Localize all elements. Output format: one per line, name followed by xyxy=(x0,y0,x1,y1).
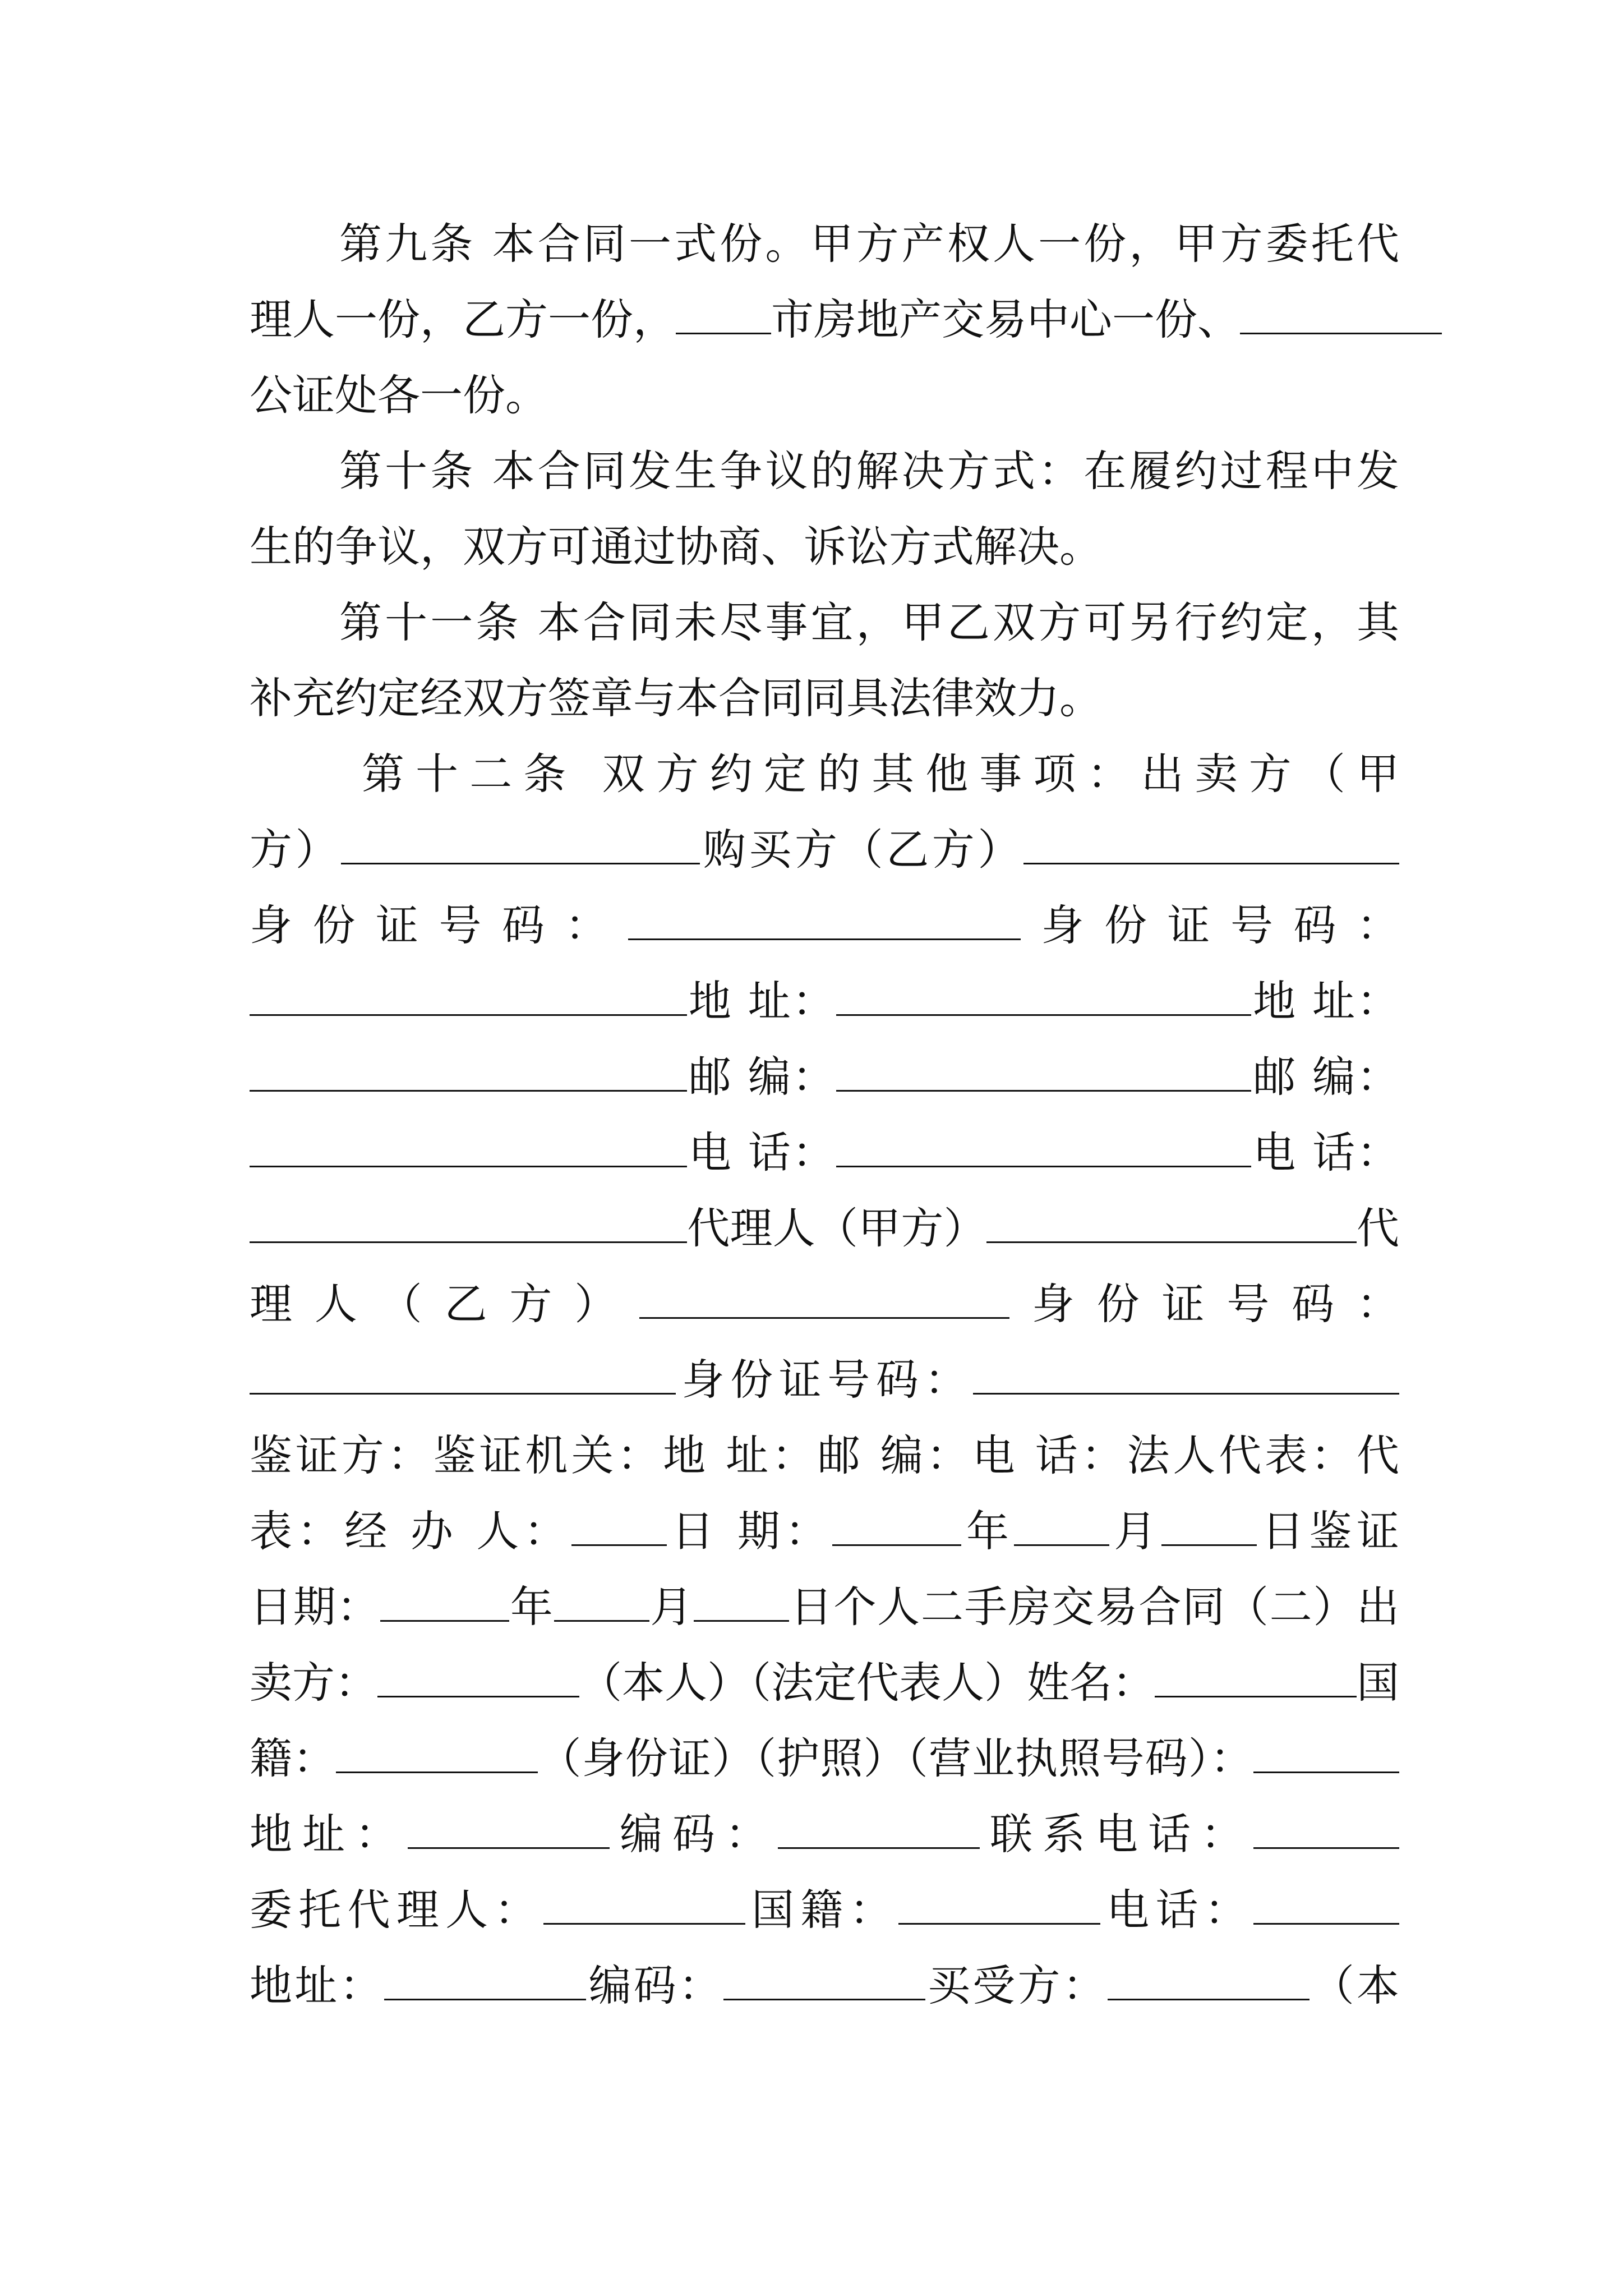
verify-date-line: 日期： 年 月 日个人二手房交易合同（二）出 xyxy=(250,1573,1399,1641)
blank-notary xyxy=(1240,290,1442,334)
blank-day-2 xyxy=(694,1577,789,1622)
blank-buyer-2 xyxy=(1108,1956,1310,2000)
blank-buyer xyxy=(1023,820,1399,864)
blank-proxy-nationality xyxy=(898,1880,1100,1925)
blank-id-number xyxy=(1253,1729,1399,1773)
address-line: 地 址： 地 址： xyxy=(250,968,1399,1035)
postcode-line: 邮 编： 邮 编： xyxy=(250,1043,1399,1111)
notary-line: 鉴证方：鉴证机关：地 址：邮 编：电 话：法人代表：代 xyxy=(250,1430,1399,1480)
clause-9-line-3: 公证处各一份。 xyxy=(250,370,548,420)
blank-year-2 xyxy=(380,1577,509,1622)
seller-name-line: 卖方： （本人）（法定代表人）姓名： 国 xyxy=(250,1649,1399,1717)
blank-id-1 xyxy=(250,972,687,1016)
proxy-address-line: 地址： 编码： 买受方： （本 xyxy=(250,1952,1399,2019)
blank-nationality xyxy=(336,1729,538,1773)
seller-buyer-line: 方） 购买方（乙方） xyxy=(250,816,1399,884)
clause-11-line-1: 第十一条 本合同未尽事宜，甲乙双方可另行约定，其 xyxy=(339,597,1399,647)
blank-proxy-postcode xyxy=(723,1956,925,2000)
blank-proxy-address xyxy=(384,1956,586,2000)
blank-agent-a xyxy=(986,1199,1357,1243)
blank-agent-id-2 xyxy=(973,1350,1399,1395)
clause-12-line-1: 第十二条 双方约定的其他事项：出卖方（甲 xyxy=(362,749,1399,799)
proxy-line: 委托代理人： 国籍： 电话： xyxy=(250,1876,1399,1944)
blank-month-1 xyxy=(1014,1502,1109,1546)
blank-seller-name xyxy=(1155,1653,1357,1697)
clause-9-line-2: 理人一份，乙方一份， 市房地产交易中心一份、 xyxy=(250,286,1399,353)
notary-date-line: 表：经 办 人： 日 期： 年 月 日鉴证 xyxy=(250,1498,1399,1565)
clause-9-line-1: 第九条 本合同一式份。甲方产权人一份，甲方委托代 xyxy=(339,219,1399,269)
blank-postcode-2 xyxy=(250,1123,687,1167)
blank-address-1 xyxy=(836,972,1251,1016)
blank-phone-1 xyxy=(836,1123,1251,1167)
blank-proxy xyxy=(543,1880,745,1925)
phone-line: 电 话： 电 话： xyxy=(250,1119,1399,1186)
blank-seller xyxy=(341,820,700,864)
blank-seller-id xyxy=(628,896,1021,940)
blank-postcode-1 xyxy=(836,1047,1251,1092)
blank-handler xyxy=(571,1502,667,1546)
clause-10-line-2: 生的争议，双方可通过协商、诉讼方式解决。 xyxy=(250,522,1102,572)
blank-year-1 xyxy=(832,1502,961,1546)
blank-day-1 xyxy=(1161,1502,1257,1546)
blank-seller-address xyxy=(408,1805,610,1849)
blank-month-2 xyxy=(554,1577,649,1622)
blank-seller-2 xyxy=(377,1653,579,1697)
clause-11-line-2: 补充约定经双方签章与本合同同具法律效力。 xyxy=(250,673,1102,723)
blank-agent-id-1 xyxy=(250,1350,676,1395)
agent-id-line: 身份证号码： xyxy=(250,1346,1399,1414)
blank-agent-b xyxy=(639,1274,1009,1319)
blank-city xyxy=(676,290,771,334)
blank-address-2 xyxy=(250,1047,687,1092)
id-number-line: 身份证号码： 身份证号码： xyxy=(250,892,1399,959)
blank-phone-2 xyxy=(250,1199,687,1243)
agent-line: 代理人（甲方） 代 xyxy=(250,1195,1399,1262)
blank-seller-postcode xyxy=(778,1805,980,1849)
agent-b-line: 理人（乙方） 身份证号码： xyxy=(250,1271,1399,1338)
blank-seller-phone xyxy=(1253,1805,1399,1849)
nationality-line: 籍： （身份证）（护照）（营业执照号码）： xyxy=(250,1725,1399,1792)
blank-proxy-phone xyxy=(1253,1880,1399,1925)
seller-address-line: 地址： 编码： 联系电话： xyxy=(250,1801,1399,1868)
clause-10-line-1: 第十条 本合同发生争议的解决方式：在履约过程中发 xyxy=(339,446,1399,496)
